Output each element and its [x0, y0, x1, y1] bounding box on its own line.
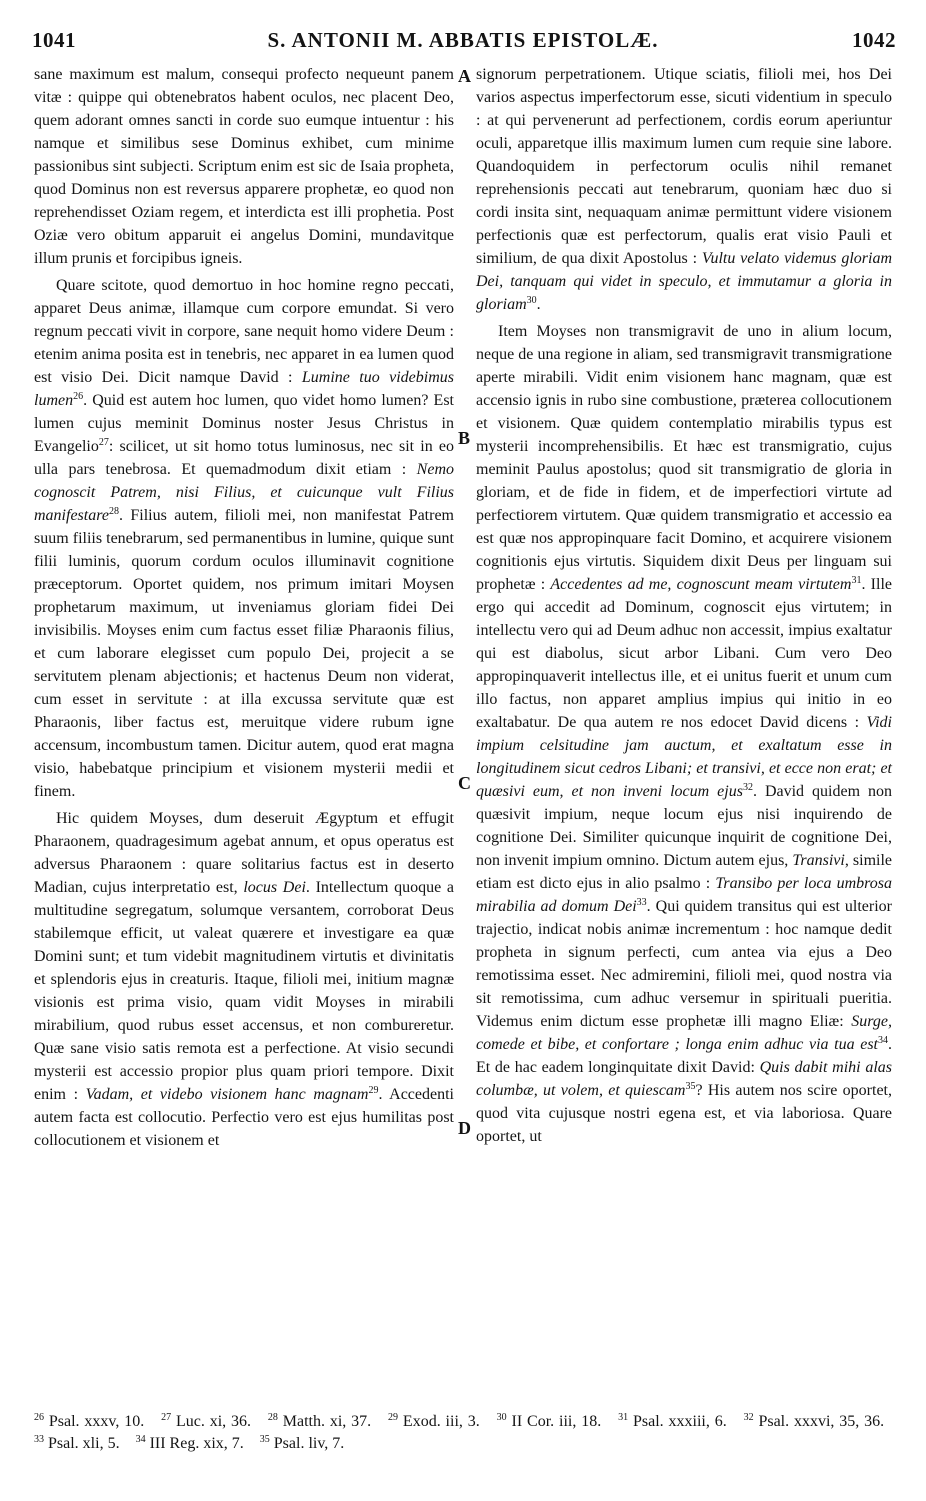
footnote: $^{34}$ III Reg. xix, 7. — [135, 1434, 244, 1452]
margin-mark-c: C — [458, 773, 471, 793]
paragraph: signorum perpetrationem. Utique sciatis, filioli mei, hos Dei varios aspectus imperfectorum esse, sicuti videntium in speculo : at qui pervenerunt ad perfectionem, cordis eorum aperiuntur oculi, apparetque illis maximum lumen cum requie sine labore. Quandoquidem in perfectorum oculis nihil remanet reprehensionis peccati aut tenebrarum, quoniam hæc duo si cordi insita sint, nequaquam animæ permittunt videre visionem perfectionis quæ est perfectorum, qualis erat visio Pauli et similium, de qua dixit Apostolus : Vultu velato videmus gloriam Dei, tanquam qui videt in speculo, et immutamur a gloria in gloriam$^{30}$. — [476, 66, 893, 313]
page-number-left: 1041 — [32, 28, 76, 52]
paragraph: Hic quidem Moyses, dum deseruit Ægyptum et effugit Pharaonem, quadragesimum agebat annum, et opus operatus est adversus Pharaonem : quare solitarius factus est in deserto Madian, cujus interpretatio est, locus Dei. Intellectum quoque a multitudine segregatum, solumque versantem, corroborat Deus stabilemque efficit, ut valeat quærere et investigare ea quæ Domini sunt; et tum videbit magnitudinem virtutis et divinitatis et splendoris ejus in creaturis. Itaque, filioli mei, initium magnæ visionis est prima visio, quam vidit Moyses in mirabili mirabilium, quod rubus esset accensus, et non combureretur. Quæ sane visio satis remota est a perfectione. At visio secundi mysterii est accessio propior plus quam priori tempore. Dixit enim : Vadam, et videbo visionem hanc magnam$^{29}$. Accedenti autem facta est collocutio. Perfectio vero est ejus humilitas post collocutionem et visionem et — [34, 810, 455, 1149]
footnote-ref: 30 — [526, 295, 537, 306]
footnote-ref: 32 — [742, 782, 753, 793]
page-number-right: 1042 — [852, 28, 896, 52]
footnote-ref: 31 — [851, 575, 862, 586]
paragraph: Item Moyses non transmigravit de uno in alium locum, neque de una regione in aliam, sed transmigravit transmigratione aperte mirabili. Vidit enim visionem hanc magnam, quæ est accensio ignis in rubo sine combustione, præterea collocutionem et visionem. Quæ quidem contemplatio mirabilis typus est mysterii incomprehensibilis. Et hæc est transmigratio, cujus meminit Paulus apostolus; quod sit transmigratio de gloria in gloriam, et de fide in fidem, et de imperfectiori virtute ad perfectiorem virtutem. Quæ quidem transmigratio et accessio ea est quæ nos appropinquare facit Domino, et acquirere visionem cognitionis ejus virtutis. Siquidem dixit Deus per linguam sui prophetæ : Accedentes ad me, cognoscunt meam virtutem$^{31}$. Ille ergo qui accedit ad Dominum, cognoscit ejus virtutem; in intellectu vero qui ad Deum adhuc non accessit, impius exaltatur qui est diabolus, sicut arbor Libani. Cum vero Deo appropinquaverit intellectus ille, et ei unitus fuerit et unum cum illo factus, non apparet amplius impius qui initio in eo exaltabatur. De qua autem re nos edocet David dicens : Vidi impium celsitudine jam auctum, et exaltatum esse in longitudinem sicut cedros Libani; et transivi, et ecce non erat; et quæsivi eum, et non inveni locum ejus$^{32}$. David quidem non quæsivit impium, neque locum ejus nisi inquirendo de cognitione Dei. Similiter quicunque inquirit de cognitione Dei, non invenit impium omnino. Dictum autem ejus, Transivi, simile etiam est dicto ejus in alio psalmo : Transibo per loca umbrosa mirabilia ad domum Dei$^{33}$. Qui quidem transitus qui est ulterior trajectio, indicat nobis animæ incrementum : hoc namque dedit propheta in signum perfecti, cum antea via ejus a Deo remotissima esset. Nec admiremini, filioli mei, quod nostra via sit remotissima, cum adhuc versemur in spirituali pueritia. Videmus enim dictum esse prophetæ illi magno Eliæ: Surge, comede et bibe, et confortare ; longa enim adhuc via tua est$^{34}$. Et de hac eadem longinquitate dixit David: Quis dabit mihi alas columbæ, ut volem, et quiescam$^{35}$? His autem nos scire oportet, quod vita cujusque nostri egena est, et via laboriosa. Quare oportet, ut — [476, 323, 893, 1145]
footnotes — [34, 1411, 896, 1455]
footnote: $^{32}$ Psal. xxxvi, 35, 36. — [743, 1412, 885, 1430]
footnote-ref: 26 — [73, 391, 84, 402]
margin-mark-d: D — [458, 1118, 471, 1138]
footnote: $^{33}$ Psal. xli, 5. — [34, 1434, 120, 1452]
paragraph: sane maximum est malum, consequi profecto nequeunt panem vitæ : quippe qui obtenebratos habent oculos, nec placent Deo, quem adorant omnes sancti in corde suo eumque intuentur : his namque et similibus sese Dominus exhibet, cum minime passionibus sint subjecti. Scriptum enim est sic de Isaia propheta, quod Dominus non est reversus apparere prophetæ, eo quod non reprehendisset Oziam regem, et interdicta est illi prophetia. Post Oziæ vero obitum apparuit ei angelus Domini, mundavitque illum prunis et forcipibus igneis. — [34, 66, 454, 267]
footnote-ref: 27 — [98, 437, 109, 448]
footnote-ref: 35 — [685, 1081, 696, 1092]
right-column — [476, 63, 892, 1148]
paragraph: Quare scitote, quod demortuo in hoc homine regno peccati, apparet Deus animæ, illamque cum corpore emundat. Si vero regnum peccati vivit in corpore, sane nequit homo videre Deum : etenim anima posita est in tenebris, nec apparet in ea lumen quod est visio Dei. Dicit namque David : Lumine tuo videbimus lumen$^{26}$. Quid est autem hoc lumen, quo videt homo lumen? Est lumen cujus meminit Dominus noster Jesus Christus in Evangelio$^{27}$: scilicet, ut sit homo totus luminosus, nec sit in eo ulla pars tenebrosa. Et quemadmodum dixit etiam : Nemo cognoscit Patrem, nisi Filius, et cuicunque vult Filius manifestare$^{28}$. Filius autem, filioli mei, non manifestat Patrem suum filiis tenebrarum, sed permanentibus in lumine, quique sunt filii luminis, quorum cordum oculos illuminavit cognitione præceptorum. Oportet quidem, nos primum imitari Moysen prophetarum maximum, ut inveniamus gloriam fidei Dei invisibilis. Moyses enim cum factus esset filiæ Pharaonis filius, et cum laborare elegisset cum populo Dei, projecit a se servitutem plenam abjectionis; et hactenus Deum non viderat, cum esset in servitute : at illa excussa servitute quæ est Pharaonis, liber factus est, meruitque videre rubum igne accensum, incombustum tamen. Dicitur autem, quod erat magna visio, habebatque principium et visionem mysterii medii et finem. — [34, 277, 454, 800]
margin-mark-b: B — [458, 428, 471, 448]
footnote: $^{35}$ Psal. liv, 7. — [259, 1434, 345, 1452]
footnote: $^{28}$ Matth. xi, 37. — [267, 1412, 372, 1430]
footnote: $^{31}$ Psal. xxxiii, 6. — [618, 1412, 727, 1430]
footnote-ref: 33 — [636, 897, 647, 908]
margin-mark-a: A — [458, 66, 471, 86]
footnote-ref: 29 — [368, 1085, 379, 1096]
left-column — [34, 63, 454, 1152]
running-title: S. ANTONII M. ABBATIS EPISTOLÆ. — [267, 28, 659, 52]
footnote: $^{30}$ II Cor. iii, 18. — [496, 1412, 602, 1430]
footnote: $^{29}$ Exod. iii, 3. — [388, 1412, 480, 1430]
footnote-ref: 34 — [878, 1035, 888, 1046]
footnote-ref: 28 — [108, 506, 119, 517]
footnote: $^{26}$ Psal. xxxv, 10. — [34, 1412, 145, 1430]
footnote: $^{27}$ Luc. xi, 36. — [161, 1412, 252, 1430]
